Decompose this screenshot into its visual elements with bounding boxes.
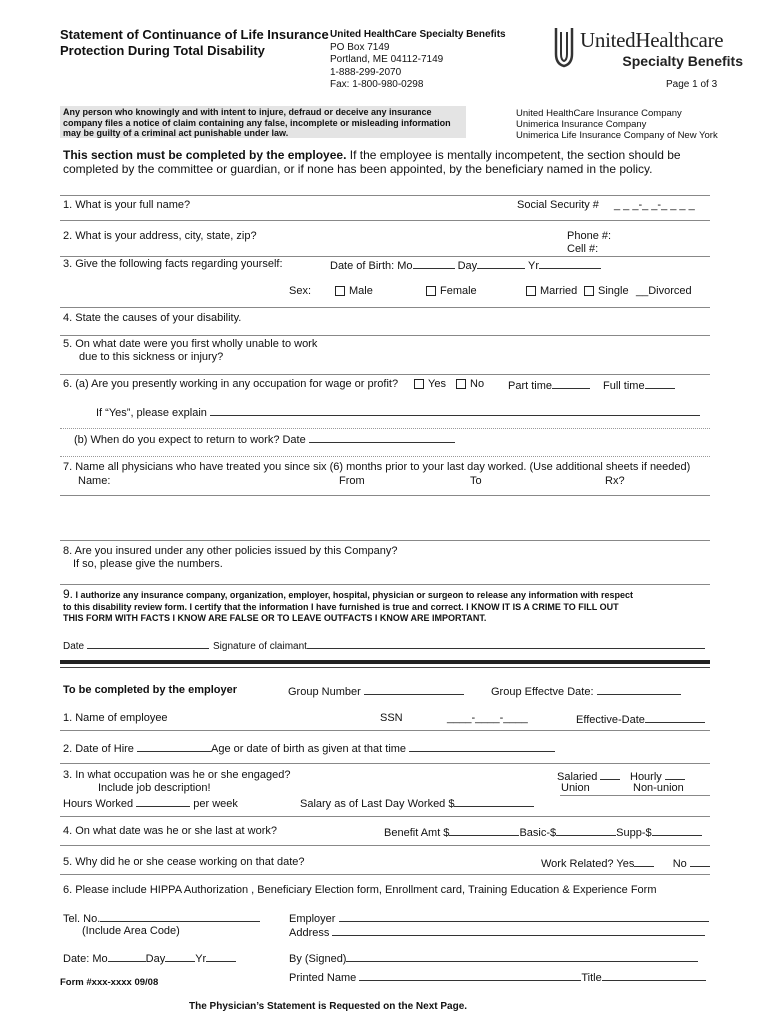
salaried-label: Salaried (557, 771, 598, 783)
full-time-label: Full time (603, 380, 645, 392)
no-label: No (470, 378, 485, 390)
intro-rest: If the employee is mentally incompetent, the section should be (346, 148, 681, 162)
printed-name-label: Printed Name (289, 972, 357, 984)
address-field[interactable] (289, 925, 705, 939)
dob-day-label: Day (457, 260, 478, 272)
intro-bold: This section must be completed by the employee. (63, 148, 347, 162)
supp-label: Supp-$ (616, 827, 652, 839)
work-related-field[interactable] (541, 856, 710, 870)
employee-name-label: 1. Name of employee (63, 712, 168, 724)
single-checkbox[interactable] (584, 286, 594, 296)
male-label: Male (349, 285, 373, 297)
no-checkbox[interactable] (456, 379, 466, 389)
cease-working-label: 5. Why did he or she cease working on that date? (63, 856, 305, 868)
address-label: Address (289, 927, 330, 939)
hourly-field[interactable] (630, 769, 685, 783)
name-column: Name: (78, 475, 111, 487)
employer-date-day-label: Day (145, 953, 166, 965)
work-related-no-label: No (672, 858, 687, 870)
title-label: Title (581, 972, 602, 984)
male-option[interactable] (335, 285, 373, 297)
q9-line-3: THIS FORM WITH FACTS I KNOW ARE FALSE OR TO LEAVE OUTFACTS I KNOW ARE IMPORTANT. (63, 613, 487, 623)
fraud-line-2: company files a notice of claim containing any false, incomplete or misleading information (63, 117, 451, 128)
salary-field[interactable] (300, 796, 534, 810)
q9-number: 9. (63, 587, 74, 601)
per-week-label: per week (193, 798, 238, 810)
yes-checkbox[interactable] (414, 379, 424, 389)
female-checkbox[interactable] (426, 286, 436, 296)
area-code-label: (Include Area Code) (82, 925, 180, 937)
q6b-return[interactable] (74, 432, 455, 446)
from-column: From (339, 475, 365, 487)
page-number: Page 1 of 3 (666, 79, 718, 90)
hourly-label: Hourly (630, 771, 662, 783)
part-time-label: Part time (508, 380, 553, 392)
employer-ssn-field[interactable]: ____-____-____ (447, 712, 528, 724)
benefit-amount-field[interactable] (384, 825, 702, 839)
fraud-line-1: Any person who knowingly and with intent to injure, defraud or deceive any insurance (63, 107, 432, 117)
basic-label: Basic-$ (519, 827, 557, 839)
single-label: Single (598, 285, 629, 297)
q1-full-name: 1. What is your full name? (63, 199, 191, 211)
married-checkbox[interactable] (526, 286, 536, 296)
claimant-date-label: Date (63, 641, 85, 652)
date-of-hire-label: 2. Date of Hire (63, 743, 134, 755)
by-signed-label: By (Signed) (289, 953, 347, 965)
printed-name-field[interactable] (289, 970, 706, 984)
phone-label: Phone #: (567, 230, 612, 242)
rx-column: Rx? (605, 475, 625, 487)
q2-address: 2. What is your address, city, state, zip? (63, 230, 257, 242)
job-description-label: Include job description! (98, 782, 211, 794)
hippa-note: 6. Please include HIPPA Authorization , Beneficiary Election form, Enrollment card, Training Education & Experience Form (63, 884, 657, 896)
cell-label: Cell #: (567, 243, 599, 255)
section-divider-thin (60, 667, 710, 668)
fraud-warning (60, 106, 466, 138)
employer-ssn-label: SSN (380, 712, 403, 724)
non-union-label[interactable]: Non-union (633, 782, 684, 794)
q5-line-2: due to this sickness or injury? (79, 351, 224, 363)
employer-date-field[interactable] (63, 951, 236, 965)
address-company: United HealthCare Specialty Benefits (330, 29, 506, 40)
q6a-working: 6. (a) Are you presently working in any occupation for wage or profit? (63, 378, 399, 390)
union-label[interactable]: Union (561, 782, 590, 794)
dob-yr-label: Yr (528, 260, 540, 272)
form-number: Form #xxx-xxxx 09/08 (60, 977, 159, 988)
effective-date-field[interactable] (576, 712, 705, 726)
sex-label: Sex: (289, 285, 312, 297)
ssn-label: Social Security # (517, 199, 599, 211)
mailing-address (330, 29, 506, 92)
salary-label: Salary as of Last Day Worked $ (300, 798, 455, 810)
by-signed-field[interactable] (289, 951, 698, 965)
ssn-field[interactable]: _ _ _-_ _-_ _ _ _ (614, 199, 695, 211)
company-2: Unimerica Insurance Company (516, 119, 647, 130)
employer-date-yr-label: Yr (195, 953, 207, 965)
claimant-signature-field[interactable] (213, 638, 705, 652)
intro-line-2: completed by the committee or guardian, or if none has been appointed, by the beneficiary named in the policy. (63, 162, 653, 176)
to-column: To (470, 475, 482, 487)
married-label: Married (540, 285, 578, 297)
q8-line-2: If so, please give the numbers. (73, 558, 223, 570)
employer-field[interactable] (289, 911, 709, 925)
section-divider (60, 660, 710, 664)
logo-sub: Specialty Benefits (622, 53, 743, 69)
dob-mo-label: Date of Birth: Mo (330, 260, 413, 272)
q4-causes: 4. State the causes of your disability. (63, 312, 242, 324)
fraud-line-3: may be guilty of a criminal act punishable under law. (63, 128, 289, 138)
yes-label: Yes (428, 378, 446, 390)
union-underline (560, 795, 710, 796)
occupation-label: 3. In what occupation was he or she engaged? (63, 769, 291, 781)
no-option[interactable] (456, 378, 484, 390)
company-logo (552, 26, 747, 74)
hours-worked-label: Hours Worked (63, 798, 134, 810)
q9-line-1: I authorize any insurance company, organization, employer, hospital, physician or surgeon to release any information with respect (73, 590, 633, 600)
part-time-field[interactable] (508, 378, 590, 392)
address-po-box: PO Box 7149 (330, 41, 390, 53)
dob-field[interactable] (330, 258, 601, 272)
form-title-line1: Statement of Continuance of Life Insurance (60, 27, 329, 42)
q7-physicians: 7. Name all physicians who have treated you since six (6) months prior to your last day worked. (Use additional sheets if needed) (63, 461, 691, 473)
company-list (516, 108, 718, 141)
next-page-note: The Physician’s Statement is Requested on the Next Page. (189, 1001, 468, 1012)
q8-line-1: 8. Are you insured under any other policies issued by this Company? (63, 545, 398, 557)
claimant-signature-label: Signature of claimant (213, 641, 307, 652)
benefit-label: Benefit Amt $ (384, 827, 450, 839)
group-effective-field[interactable] (491, 684, 681, 698)
employer-heading: To be completed by the employer (63, 684, 237, 696)
address-city: Portland, ME 04112-7149 (330, 54, 444, 65)
if-yes-label: If “Yes”, please explain (96, 407, 207, 419)
if-yes-explain[interactable] (96, 405, 700, 419)
form-title-line2: Protection During Total Disability (60, 43, 265, 58)
employer-date-mo-label: Date: Mo (63, 953, 108, 965)
married-option[interactable] (526, 285, 577, 297)
logo-name: UnitedHealthcare (580, 28, 724, 52)
q5-line-1: 5. On what date were you first wholly unable to work (63, 338, 318, 350)
claimant-date-field[interactable] (63, 638, 209, 652)
address-phone: 1-888-299-2070 (330, 66, 402, 78)
salaried-field[interactable] (557, 769, 620, 783)
group-number-label: Group Number (288, 686, 361, 698)
full-time-field[interactable] (603, 378, 675, 392)
female-label: Female (440, 285, 477, 297)
address-fax: Fax: 1-800-980-0298 (330, 79, 424, 90)
last-at-work-label: 4. On what date was he or she last at work? (63, 825, 278, 837)
tel-label: Tel. No. (63, 913, 101, 925)
q5-date (63, 338, 317, 364)
work-related-label: Work Related? Yes (541, 858, 635, 870)
employer-label: Employer (289, 913, 336, 925)
age-label: Age or date of birth as given at that time (210, 743, 407, 755)
q9-line-2: to this disability review form. I certify that the information I have furnished is true and correct. I KNOW IT IS A CRIME TO FILL OUT (63, 601, 619, 612)
company-3: Unimerica Life Insurance Company of New York (516, 130, 718, 141)
single-option[interactable] (584, 285, 629, 297)
group-number-field[interactable] (288, 684, 464, 698)
group-effective-label: Group Effectve Date: (491, 686, 594, 698)
company-1: United HealthCare Insurance Company (516, 108, 682, 119)
q9-authorization (63, 589, 633, 625)
form-title (60, 27, 329, 59)
q6b-label: (b) When do you expect to return to work? Date (74, 434, 306, 446)
shield-logo-icon (552, 26, 576, 68)
q8-other-policies (63, 545, 397, 571)
effective-date-label: Effective-Date (576, 714, 645, 726)
tel-field[interactable] (63, 911, 260, 925)
q3-facts: 3. Give the following facts regarding yourself: (63, 258, 283, 270)
employee-intro (63, 148, 681, 176)
male-checkbox[interactable] (335, 286, 345, 296)
yes-option[interactable] (414, 378, 446, 390)
female-option[interactable] (426, 285, 477, 297)
divorced-option[interactable]: __Divorced (636, 285, 692, 297)
date-of-hire-field[interactable] (63, 741, 555, 755)
hours-worked-field[interactable] (63, 796, 238, 810)
